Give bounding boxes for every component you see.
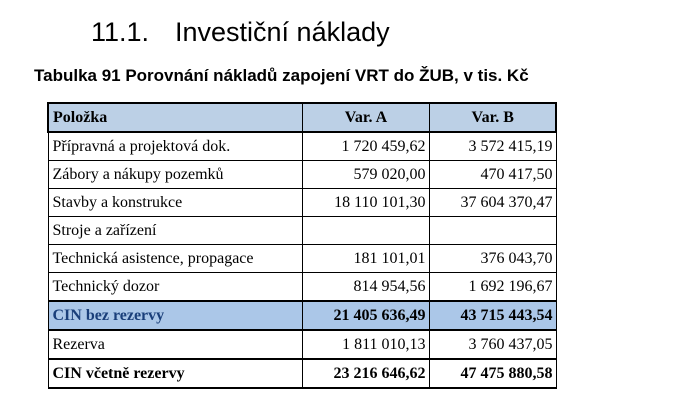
row-item-label: Technický dozor [48,273,302,302]
row-value-var-b: 1 692 196,67 [429,273,556,302]
row-item-label: Přípravná a projektová dok. [48,132,302,161]
section-title: Investiční náklady [175,17,390,47]
row-item-label: CIN včetně rezervy [48,359,302,388]
row-value-var-b: 47 475 880,58 [429,359,556,388]
row-item-label: CIN bez rezervy [48,301,302,330]
row-item-label: Zábory a nákupy pozemků [48,161,302,189]
table-row [48,161,556,189]
table-caption: Tabulka 91 Porovnání nákladů zapojení VRT do ŽUB, v tis. Kč [34,66,529,85]
row-value-var-a: 181 101,01 [302,245,429,273]
header-var-a: Var. A [302,103,429,132]
header-item: Položka [48,103,302,132]
subtotal-row [48,301,556,330]
row-value-var-b: 470 417,50 [429,161,556,189]
row-item-label: Stroje a zařízení [48,217,302,245]
table-row [48,245,556,273]
table-row [48,273,556,302]
row-value-var-b: 376 043,70 [429,245,556,273]
table-row [48,330,556,359]
row-item-label: Rezerva [48,330,302,359]
row-value-var-b: 43 715 443,54 [429,301,556,330]
row-value-var-b: 3 760 437,05 [429,330,556,359]
row-item-label: Technická asistence, propagace [48,245,302,273]
row-value-var-a: 1 720 459,62 [302,132,429,161]
row-item-label: Stavby a konstrukce [48,189,302,217]
table-row [48,132,556,161]
row-value-var-b: 3 572 415,19 [429,132,556,161]
row-value-var-a: 21 405 636,49 [302,301,429,330]
row-value-var-b [429,217,556,245]
table-row [48,217,556,245]
row-value-var-a: 579 020,00 [302,161,429,189]
table-row [48,189,556,217]
row-value-var-a: 23 216 646,62 [302,359,429,388]
row-value-var-b: 37 604 370,47 [429,189,556,217]
cost-comparison-table [47,102,557,389]
row-value-var-a: 814 954,56 [302,273,429,302]
section-number: 11.1. [91,17,150,47]
section-heading [91,14,390,50]
header-var-b: Var. B [429,103,556,132]
row-value-var-a [302,217,429,245]
total-row [48,359,556,388]
table-header-row [48,103,556,132]
row-value-var-a: 18 110 101,30 [302,189,429,217]
row-value-var-a: 1 811 010,13 [302,330,429,359]
